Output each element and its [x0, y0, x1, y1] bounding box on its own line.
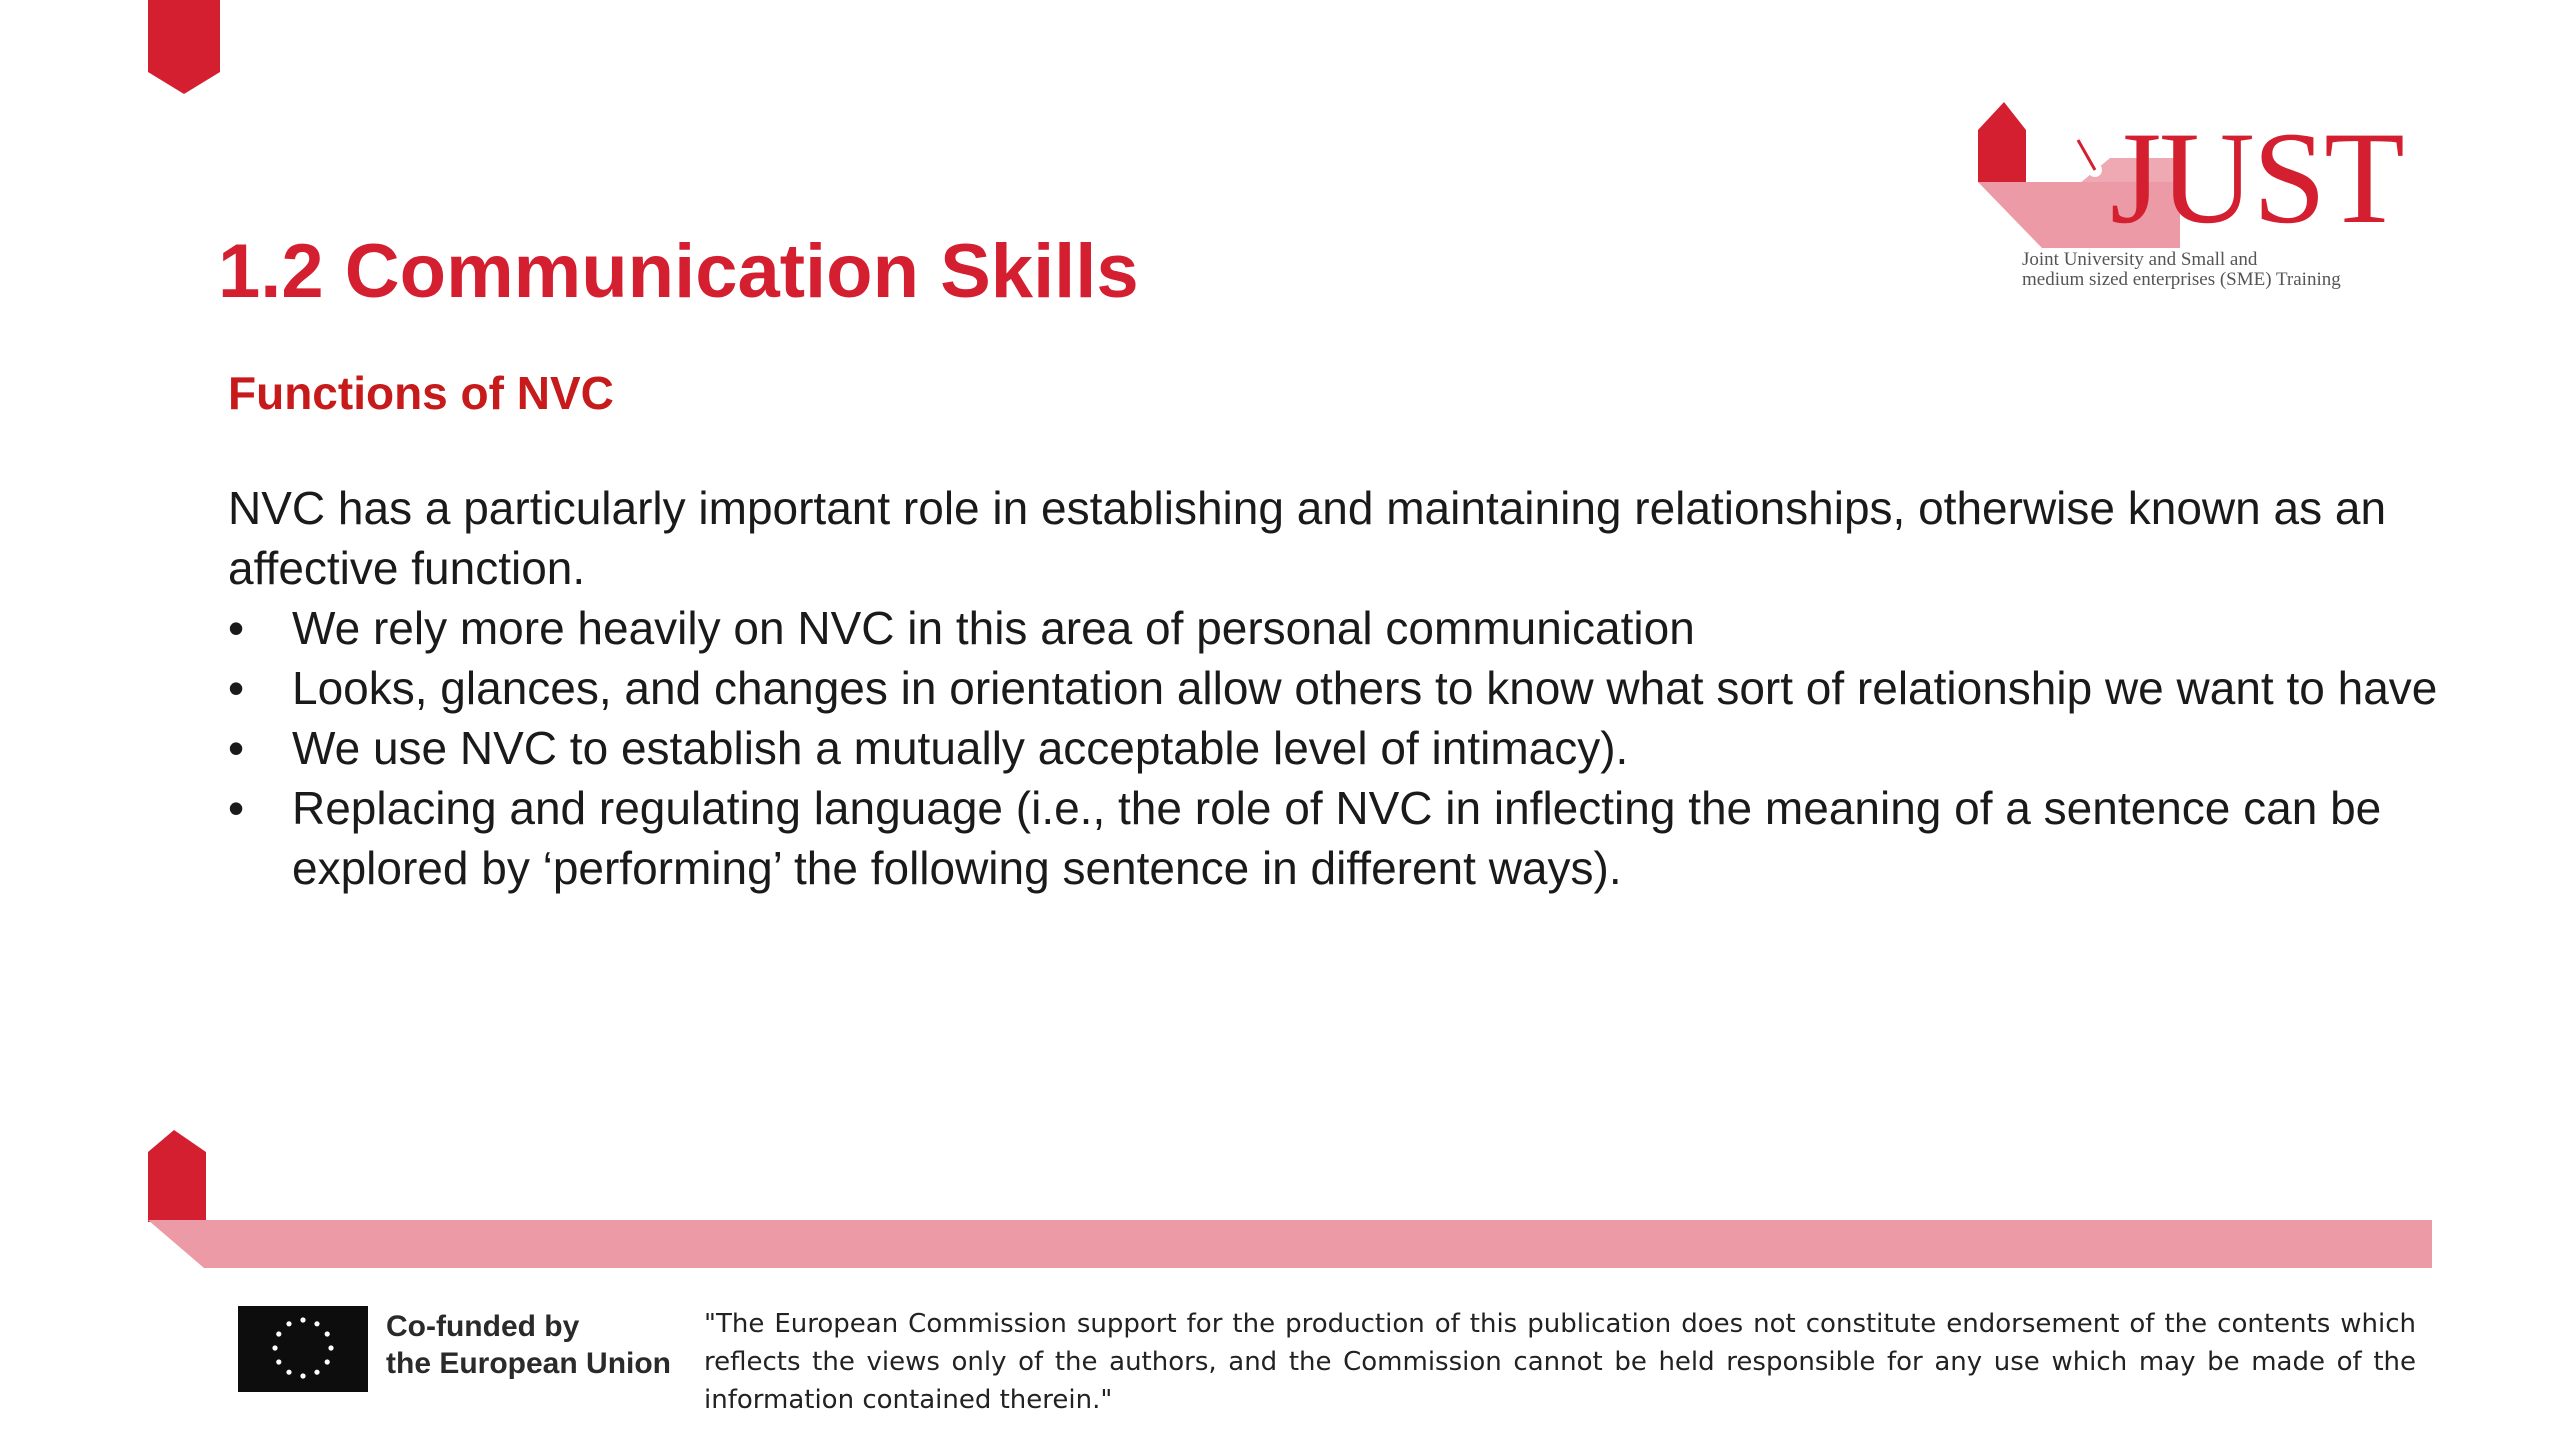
intro-paragraph: NVC has a particularly important role in establishing and maintaining relationships, otherwise known as an affective function.: [228, 482, 2387, 594]
bullet-text: Replacing and regulating language (i.e., the role of NVC in inflecting the meaning of a sentence can be explored by ‘performing’ the following sentence in different ways).: [292, 782, 2382, 894]
bullet-text: We use NVC to establish a mutually acceptable level of intimacy).: [292, 722, 1629, 774]
bullet-text: Looks, glances, and changes in orientation allow others to know what sort of relationship we want to have: [292, 662, 2438, 714]
bullet-item: [228, 658, 2458, 718]
bullet-icon: •: [228, 662, 245, 714]
slide-title: 1.2 Communication Skills: [218, 229, 1139, 314]
bullet-list: [228, 598, 2458, 898]
eu-flag-icon: [238, 1306, 368, 1392]
slide-body: [228, 478, 2458, 898]
red-tab-icon: [148, 0, 220, 94]
slide-subtitle: Functions of NVC: [228, 367, 614, 419]
bullet-item: [228, 718, 2458, 778]
bottom-decorative-band: [148, 1130, 2432, 1270]
just-logo: [1960, 100, 2420, 300]
bullet-item: [228, 598, 2458, 658]
logo-tagline: Joint University and Small and medium sized enterprises (SME) Training: [2022, 249, 2341, 290]
bullet-text: We rely more heavily on NVC in this area of personal communication: [292, 602, 1695, 654]
logo-wordmark: JUST: [2110, 104, 2403, 251]
bullet-icon: •: [228, 722, 245, 774]
cofunded-label: Co-funded by the European Union: [386, 1310, 671, 1380]
bullet-icon: •: [228, 782, 245, 834]
disclaimer-text: "The European Commission support for the production of this publication does not constitute endorsement of the contents which reflects the views only of the authors, and the Commission cannot be held responsible for any use which may be made of the information contained therein.": [704, 1309, 2416, 1415]
bullet-item: [228, 778, 2458, 898]
bullet-icon: •: [228, 602, 245, 654]
